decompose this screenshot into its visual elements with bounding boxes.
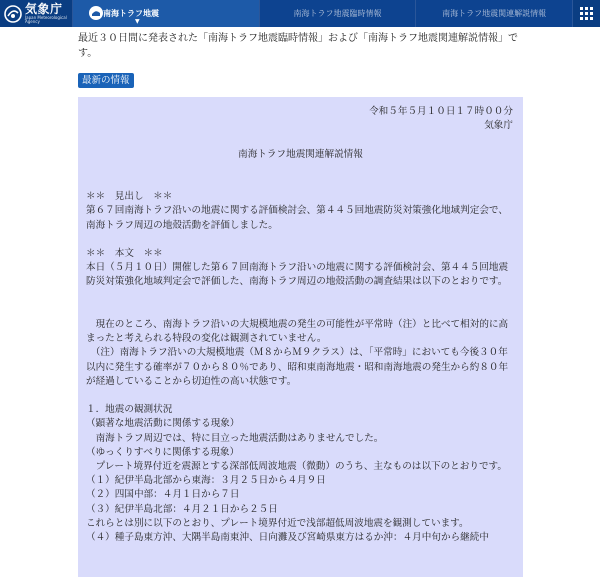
- logo-text: 気象庁: [25, 2, 63, 16]
- subsection-text: 南海トラフ周辺では、特に目立った地震活動はありませんでした。: [86, 432, 384, 444]
- bulletin-title: 南海トラフ地震関連解説情報: [238, 148, 363, 160]
- latest-info-button[interactable]: 最新の情報: [78, 73, 134, 88]
- main-tabs: [72, 0, 572, 27]
- grid-menu-button[interactable]: [572, 0, 600, 27]
- tab-related-explanation[interactable]: [415, 0, 572, 27]
- intro-text: 最近３０日間に発表された「南海トラフ地震臨時情報」および「南海トラフ地震関連解説情報」です。: [78, 33, 518, 59]
- list-item: （４）種子島東方沖、大隅半島南東沖、日向灘及び宮崎県東方はるか沖：４月中旬から継続中: [86, 531, 489, 543]
- nankai-trough-icon: [89, 6, 103, 20]
- tab-label: 南海トラフ地震関連解説情報: [442, 9, 547, 18]
- paragraph-note: （注）南海トラフ沿いの大規模地震（Ｍ８からＭ９クラス）は、「平常時」においても今後３０年以内に発生する確率が７０から８０％であり、昭和東南海地震・昭和南海地震の発生から約８０年が経過していることから切迫性の高い状態です。: [86, 347, 509, 387]
- list-item: （３）紀伊半島北部：４月２１日から２５日: [86, 503, 278, 515]
- section-heading: １．地震の観測状況: [86, 404, 173, 416]
- logo-subtext: Japan Meteorological Agency: [25, 15, 67, 24]
- grid-menu-icon: [580, 7, 593, 20]
- paragraph-assessment: 現在のところ、南海トラフ沿いの大規模地震の発生の可能性が平常時（注）と比べて相対的に高まったと考えられる特段の変化は観測されていません。: [86, 318, 509, 345]
- list-item: （２）四国中部：４月１日から７日: [86, 489, 240, 501]
- subsection-text: プレート境界付近を震源とする深部低周波地震（微動）のうち、主なものは以下のとおりです。: [86, 460, 507, 472]
- list-item: （１）紀伊半島北部から東海：３月２５日から４月９日: [86, 475, 326, 487]
- jma-logo-icon: [4, 5, 22, 23]
- jma-logo[interactable]: [0, 0, 72, 27]
- chevron-down-icon: ▼: [135, 18, 140, 25]
- tab-extraordinary-info[interactable]: [259, 0, 416, 27]
- subsection-heading: （顕著な地震活動に関係する現象）: [86, 418, 240, 430]
- tab-nankai-trough[interactable]: [72, 0, 259, 27]
- body-label: ＊＊ 本文 ＊＊: [86, 247, 163, 259]
- body-text: 本日（５月１０日）開催した第６７回南海トラフ沿いの地震に関する評価検討会、第４４５回地震防災対策強化地域判定会で評価した、南海トラフ周辺の地殻活動の調査結果は以下のとおりです。: [86, 262, 509, 288]
- headline-text: 第６７回南海トラフ沿いの地震に関する評価検討会、第４４５回地震防災対策強化地域判定会で、南海トラフ周辺の地殻活動を評価しました。: [86, 205, 508, 231]
- tab-label: 南海トラフ地震: [103, 9, 159, 18]
- subsection-heading: （ゆっくりすべりに関係する現象）: [86, 446, 240, 458]
- bulletin-issuer: 気象庁: [484, 120, 513, 132]
- tab-label: 南海トラフ地震臨時情報: [293, 9, 382, 18]
- bulletin-panel: [78, 97, 523, 577]
- headline-label: ＊＊ 見出し ＊＊: [86, 191, 173, 203]
- site-header: [0, 0, 600, 27]
- extra-note: これらとは別に以下のとおり、プレート境界付近で浅部超低周波地震を観測しています。: [86, 517, 469, 529]
- bulletin-date: 令和５年５月１０日１７時００分: [369, 106, 513, 117]
